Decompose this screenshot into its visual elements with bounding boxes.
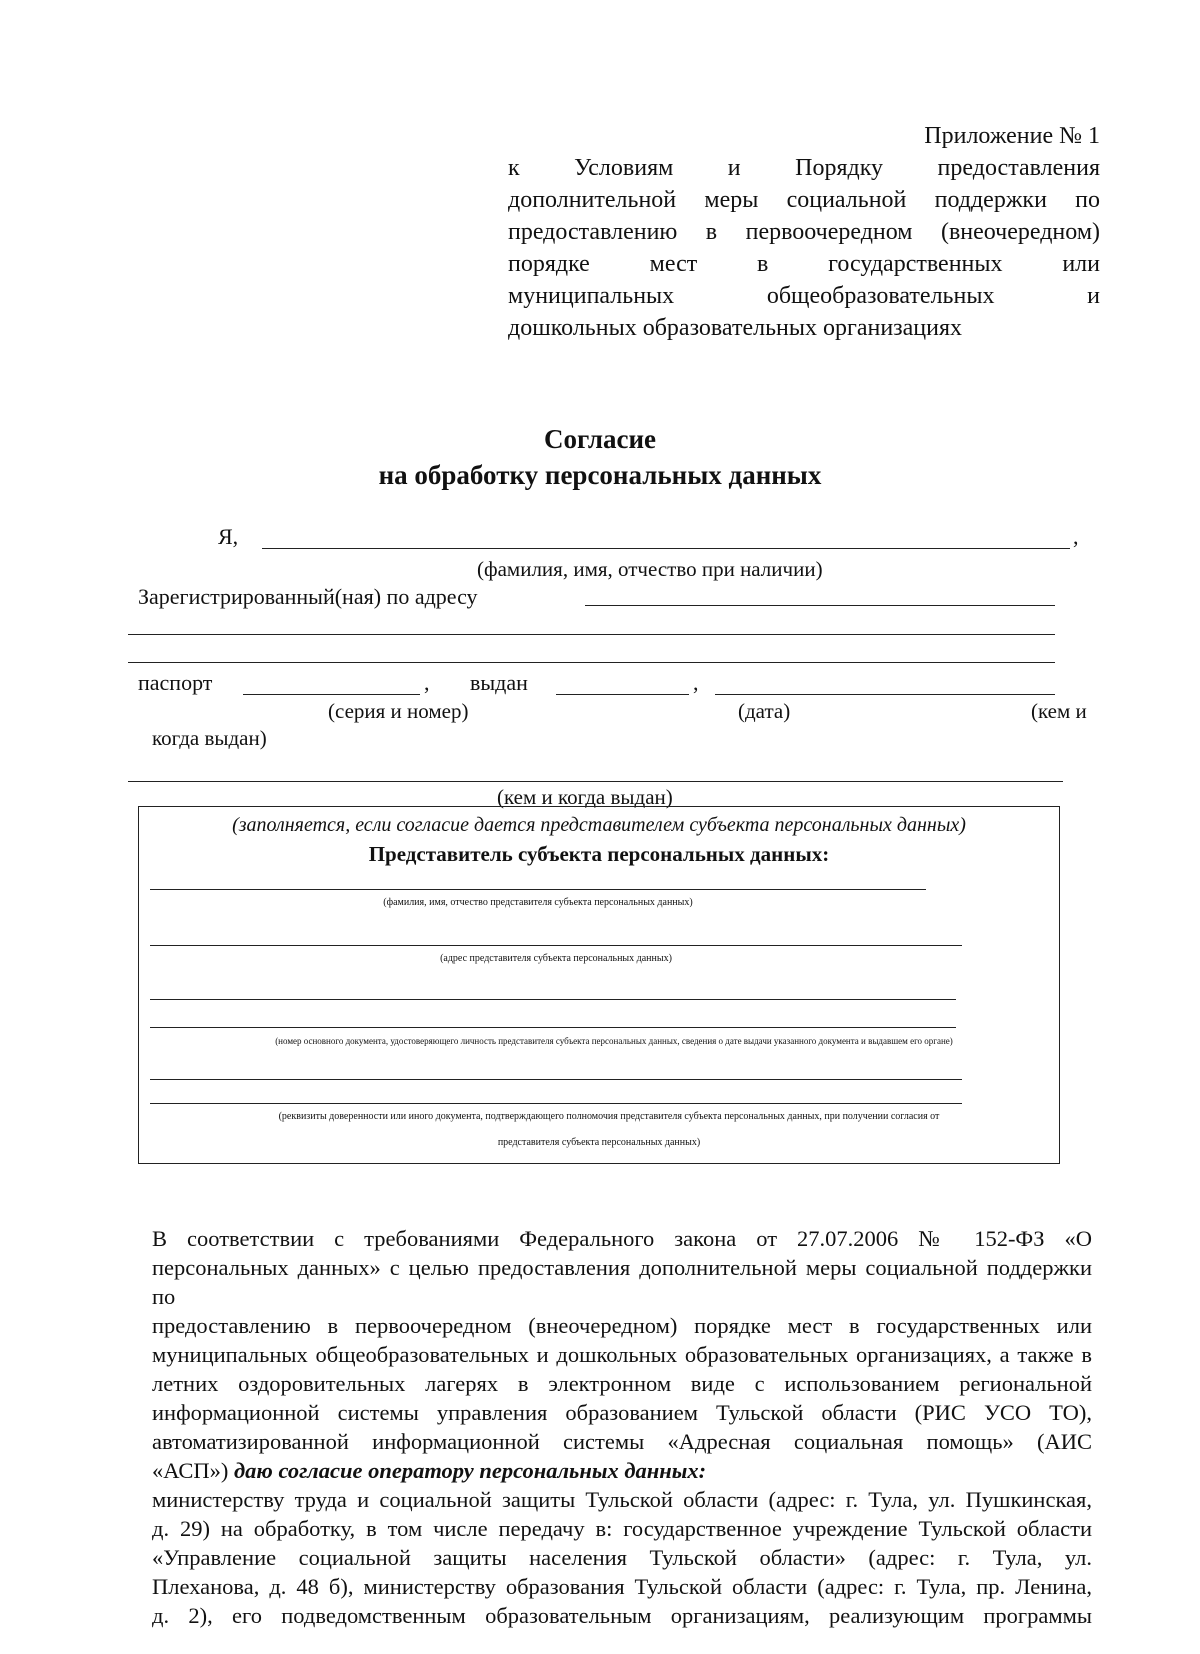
- issuer-caption-full: (кем и когда выдан): [497, 785, 673, 809]
- appendix-line: к Условиям и Порядку предоставления: [508, 155, 1100, 181]
- fio-field-line[interactable]: [262, 548, 1070, 549]
- consent-line: [152, 1456, 1092, 1485]
- text-line: предоставлению в первоочередном (внеочередном) порядке мест в государственных или: [152, 1313, 1092, 1338]
- text-line: автоматизированной информационной системы «Адресная социальная помощь» (АИС: [152, 1429, 1092, 1454]
- representative-title: Представитель субъекта персональных данных:: [368, 842, 830, 866]
- fio-comma: ,: [1073, 524, 1079, 549]
- consent-statement: даю согласие оператору персональных данных:: [234, 1458, 707, 1483]
- issue-date-line[interactable]: [556, 694, 689, 695]
- series-caption: (серия и номер): [328, 699, 469, 723]
- text-line: д. 29) на обработку, в том числе передачу в: государственное учреждение Тульской области: [152, 1516, 1092, 1541]
- passport-comma: ,: [424, 670, 430, 695]
- passport-number-line[interactable]: [243, 694, 420, 695]
- text-line: «Управление социальной защиты населения Тульской области» (адрес: г. Тула, ул.: [152, 1545, 1092, 1570]
- representative-address-line[interactable]: [150, 945, 962, 946]
- representative-fio-caption: (фамилия, имя, отчество представителя субъекта персональных данных): [383, 897, 693, 908]
- text-line: летних оздоровительных лагерях в электронном виде с использованием региональной: [152, 1371, 1092, 1396]
- representative-document-line-2[interactable]: [150, 1027, 956, 1028]
- appendix-line: дошкольных образовательных организациях: [508, 315, 963, 341]
- issuer-full-line[interactable]: [128, 781, 1063, 782]
- issued-comma: ,: [693, 670, 699, 695]
- registered-label: Зарегистрированный(ная) по адресу: [138, 584, 478, 609]
- text-line: министерству труда и социальной защиты Тульской области (адрес: г. Тула, ул. Пушкинская,: [152, 1487, 1092, 1512]
- text-line: Плеханова, д. 48 б), министерству образования Тульской области (адрес: г. Тула, пр. Ленина,: [152, 1574, 1092, 1599]
- consent-text: [152, 1224, 1092, 1630]
- consent-prefix: «АСП»): [152, 1458, 229, 1483]
- text-line: муниципальных общеобразовательных и дошкольных образовательных организациях, а также в: [152, 1342, 1092, 1367]
- appendix-text: [508, 152, 1100, 344]
- passport-label: паспорт: [138, 670, 213, 695]
- appendix-line: порядке мест в государственных или: [508, 251, 1100, 277]
- issuer-line[interactable]: [715, 694, 1055, 695]
- appendix-line: дополнительной меры социальной поддержки по: [508, 187, 1100, 213]
- representative-power-line-2[interactable]: [150, 1103, 962, 1104]
- date-caption: (дата): [738, 699, 791, 723]
- appendix-line: муниципальных общеобразовательных и: [508, 283, 1100, 309]
- document-title: Согласие: [543, 424, 657, 454]
- representative-note: (заполняется, если согласие дается представителем субъекта персональных данных): [232, 814, 966, 836]
- representative-box: [138, 806, 1060, 1164]
- representative-power-caption-1: (реквизиты доверенности или иного документа, подтверждающего полномочия представителя субъекта персональных данных, при получении согласия от: [278, 1111, 940, 1122]
- fio-caption: (фамилия, имя, отчество при наличии): [477, 557, 823, 581]
- address-field-line-2[interactable]: [128, 634, 1055, 635]
- issued-label: выдан: [470, 670, 528, 695]
- representative-fio-line[interactable]: [150, 889, 926, 890]
- text-line: информационной системы управления образованием Тульской области (РИС УСО ТО),: [152, 1400, 1092, 1425]
- representative-power-line-1[interactable]: [150, 1079, 962, 1080]
- document-subtitle: на обработку персональных данных: [378, 460, 822, 490]
- address-field-line-1[interactable]: [585, 605, 1055, 606]
- text-line: В соответствии с требованиями Федерального закона от 27.07.2006 № 152-ФЗ «О: [152, 1226, 1092, 1251]
- representative-address-caption: (адрес представителя субъекта персональных данных): [440, 953, 672, 964]
- representative-document-line-1[interactable]: [150, 999, 956, 1000]
- appendix-line: предоставлению в первоочередном (внеочередном): [508, 219, 1100, 245]
- address-field-line-3[interactable]: [128, 662, 1055, 663]
- appendix-title: Приложение № 1: [924, 123, 1100, 149]
- issuer-caption-part2: когда выдан): [152, 726, 267, 750]
- issuer-caption-part1: (кем и: [1031, 699, 1087, 723]
- representative-power-caption-2: представителя субъекта персональных данных): [497, 1137, 701, 1148]
- i-label: Я,: [218, 524, 239, 549]
- text-line: персональных данных» с целью предоставления дополнительной меры социальной поддержки по: [152, 1255, 1092, 1309]
- text-line: д. 2), его подведомственным образовательным организациям, реализующим программы: [152, 1603, 1092, 1628]
- representative-document-caption: (номер основного документа, удостоверяющего личность представителя субъекта персональных данных, сведения о дате выдачи указанного документа и выдавшем его органе): [275, 1036, 953, 1046]
